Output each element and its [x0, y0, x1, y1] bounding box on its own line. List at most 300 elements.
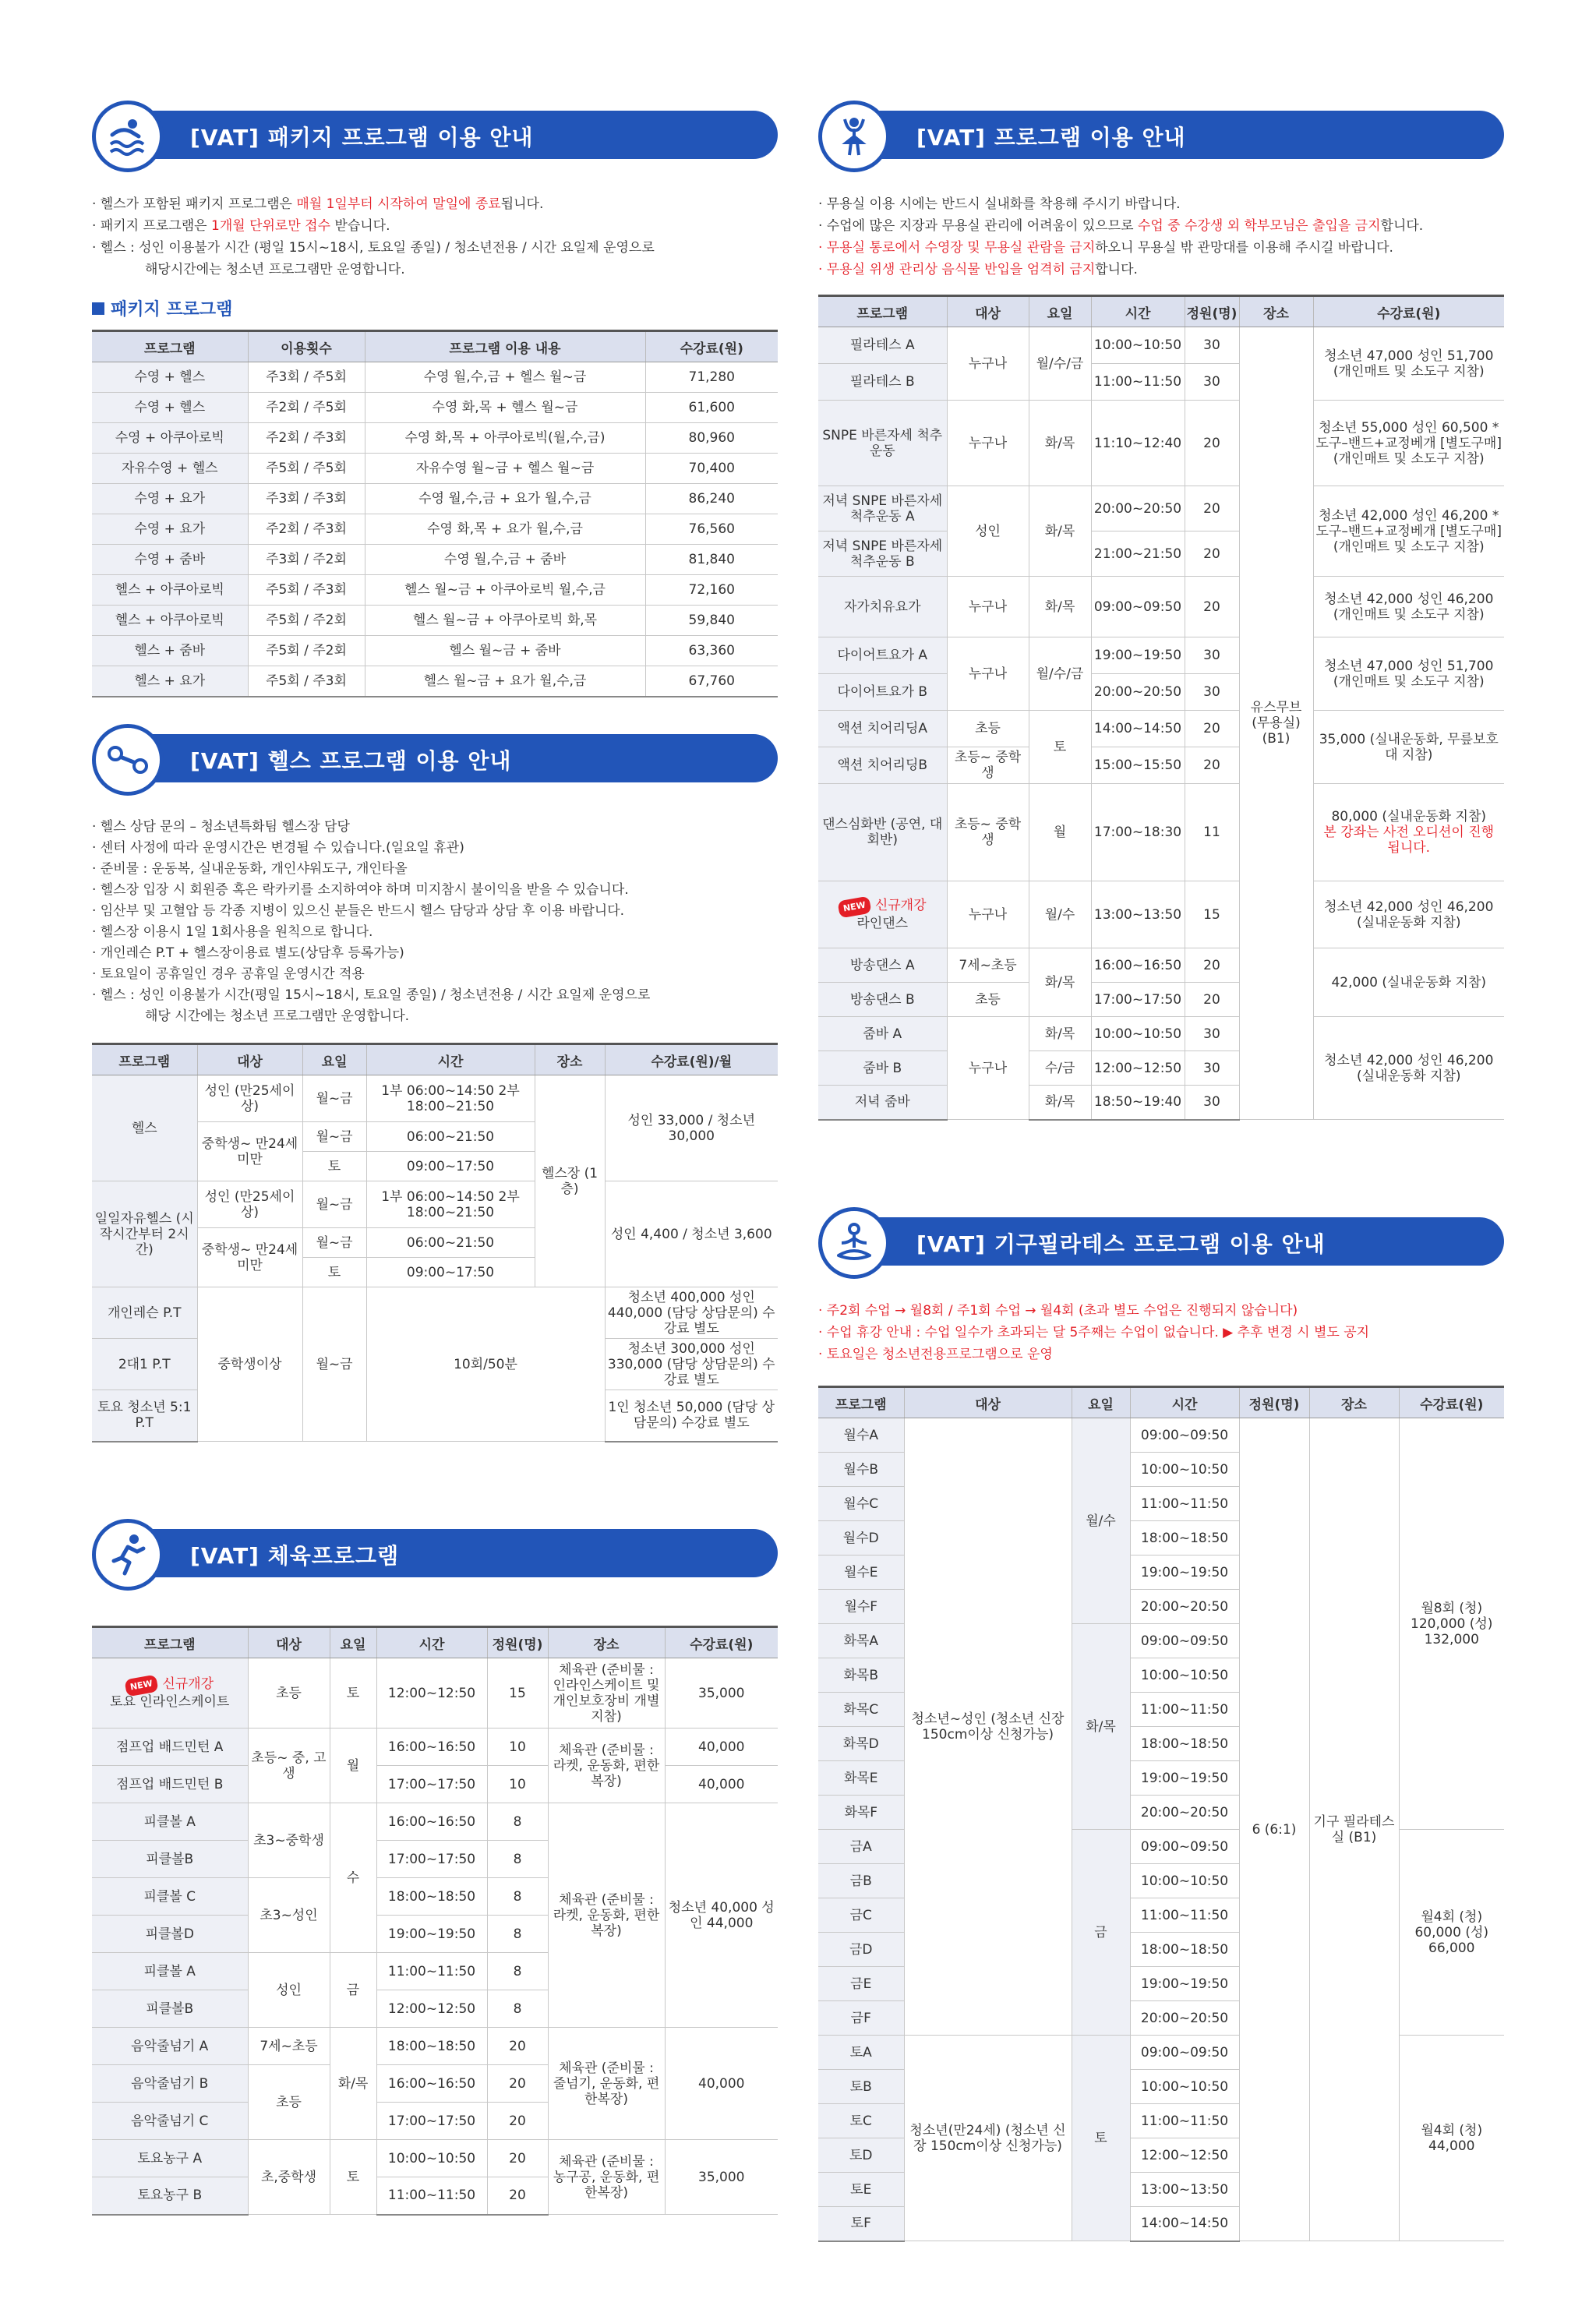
- health-notes: [92, 817, 778, 1027]
- table-cell: 음악줄넘기 B: [92, 2065, 248, 2103]
- table-cell: 누구나: [947, 401, 1029, 486]
- column-header: 이용횟수: [248, 331, 365, 362]
- new-badge: NEW: [125, 1675, 159, 1697]
- table-cell: 주2회 / 주5회: [248, 393, 365, 423]
- note-text: · 헬스 : 성인 이용불가 시간 (평일 15시~18시, 토요일 종일) / 청소년전용 / 시간 요일제 운영으로: [92, 240, 655, 256]
- column-header: 정원(명): [1239, 1387, 1309, 1418]
- table-cell: 주5회 / 주2회: [248, 606, 365, 636]
- table-cell: [92, 1658, 248, 1729]
- table-cell: 17:00~17:50: [376, 1766, 487, 1803]
- table-cell: 14:00~14:50: [1130, 2207, 1239, 2241]
- package-notes: [92, 193, 778, 281]
- table-cell: 청소년 55,000 성인 60,500 *도구–밴드+교정베개 [별도구매] (개인매트 및 소도구 지참): [1313, 401, 1504, 486]
- table-cell: 월/수/금: [1029, 637, 1091, 711]
- table-cell: 20:00~20:50: [1130, 1590, 1239, 1624]
- table-cell: 수영 월,수,금 + 줌바: [365, 545, 645, 575]
- table-cell: 11:00~11:50: [1130, 1487, 1239, 1521]
- dancer-icon: [818, 101, 890, 172]
- table-cell: 토: [302, 1258, 366, 1287]
- table-cell: 월~금: [302, 1287, 366, 1442]
- table-cell: 화/목: [330, 2028, 376, 2140]
- section-title: [VAT] 기구필라테스 프로그램 이용 안내: [916, 1231, 1326, 1257]
- table-cell: 10:00~10:50: [1130, 2070, 1239, 2104]
- table-cell: 20: [1185, 747, 1239, 784]
- table-cell: 초등~ 중, 고생: [248, 1729, 330, 1803]
- table-cell: 6 (6:1): [1239, 1418, 1309, 2241]
- column-header: 수강료(원): [1399, 1387, 1504, 1418]
- column-header: 요일: [1072, 1387, 1130, 1418]
- table-cell: 금A: [818, 1830, 904, 1864]
- note-text: 해당 시간에는 청소년 프로그램만 운영합니다.: [145, 1008, 410, 1024]
- new-label: 신규개강: [874, 898, 927, 913]
- table-cell: 토: [1029, 711, 1091, 784]
- table-cell: 체육관 (준비물 : 농구공, 운동화, 편한복장): [548, 2140, 665, 2215]
- table-cell: 61,600: [645, 393, 778, 423]
- table-cell: 10:00~10:50: [1091, 1017, 1185, 1051]
- table-cell: 성인: [248, 1953, 330, 2028]
- note-text: 됩니다.: [500, 196, 544, 212]
- table-cell: 86,240: [645, 484, 778, 514]
- table-cell: 개인레슨 P.T: [92, 1287, 197, 1339]
- note-text: 합니다.: [1095, 262, 1138, 277]
- table-row: [92, 545, 778, 575]
- table-cell: 헬스 + 요가: [92, 666, 248, 697]
- table-row: [92, 362, 778, 393]
- table-cell: 자유수영 월~금 + 헬스 월~금: [365, 454, 645, 484]
- column-header: 시간: [366, 1044, 535, 1075]
- table-cell: 청소년 300,000 성인 330,000 (담당 상담문의) 수강료 별도: [605, 1339, 778, 1390]
- table-cell: 1인 청소년 50,000 (담당 상담문의) 수강료 별도: [605, 1390, 778, 1442]
- table-cell: 월4회 (청) 44,000: [1399, 2036, 1504, 2241]
- table-cell: 화/목: [1029, 948, 1091, 1017]
- table-cell: 20:00~20:50: [1130, 1796, 1239, 1830]
- table-cell: 20:00~20:50: [1091, 486, 1185, 531]
- table-cell: 10: [487, 1766, 548, 1803]
- table-cell: 기구 필라테스실 (B1): [1309, 1418, 1399, 2241]
- health-section: [92, 725, 778, 1442]
- table-cell: 점프업 배드민턴 B: [92, 1766, 248, 1803]
- column-header: 대상: [947, 296, 1029, 327]
- package-subheading: [92, 296, 778, 320]
- table-cell: 월~금: [302, 1075, 366, 1122]
- table-cell: 11:00~11:50: [1130, 2104, 1239, 2138]
- table-cell: 저녁 줌바: [818, 1086, 947, 1120]
- fee-text: 80,000 (실내운동화 지참): [1331, 809, 1486, 825]
- table-cell: SNPE 바른자세 척추운동: [818, 401, 947, 486]
- table-cell: 12:00~12:50: [1130, 2138, 1239, 2173]
- table-cell: 19:00~19:50: [1091, 637, 1185, 674]
- note-text: · 수업 휴강 안내 : 수업 일수가 초과되는 달 5주째는 수업이 없습니다. ▶ 추후 변경 시 별도 공지: [818, 1325, 1370, 1340]
- table-cell: 초등: [947, 983, 1029, 1017]
- table-cell: 19:00~19:50: [1130, 1967, 1239, 2001]
- table-cell: 피클볼 C: [92, 1878, 248, 1916]
- table-cell: 다이어트요가 A: [818, 637, 947, 674]
- table-cell: 수영 + 요가: [92, 514, 248, 545]
- table-cell: 월수F: [818, 1590, 904, 1624]
- program-name: 라인댄스: [856, 916, 909, 931]
- table-cell: 점프업 배드민턴 A: [92, 1729, 248, 1766]
- table-cell: 8: [487, 1953, 548, 1990]
- table-cell: 수: [330, 1803, 376, 1953]
- table-cell: 09:00~17:50: [366, 1258, 535, 1287]
- table-cell: 09:00~09:50: [1130, 2036, 1239, 2070]
- table-cell: 30: [1185, 327, 1239, 364]
- table-cell: 11: [1185, 784, 1239, 881]
- table-cell: 청소년 42,000 성인 46,200 (실내운동화 지참): [1313, 881, 1504, 948]
- table-cell: 토: [330, 2140, 376, 2215]
- table-cell: 월/수: [1029, 881, 1091, 948]
- table-cell: 토요 청소년 5:1 P.T: [92, 1390, 197, 1442]
- table-cell: 71,280: [645, 362, 778, 393]
- table-cell: 중학생이상: [197, 1287, 302, 1442]
- table-cell: 40,000: [665, 2028, 778, 2140]
- note-text: · 패키지 프로그램은: [92, 218, 211, 234]
- table-row: [92, 575, 778, 606]
- table-cell: 15: [1185, 881, 1239, 948]
- table-cell: 화/목: [1029, 1086, 1091, 1120]
- table-cell: 체육관 (준비물 : 줄넘기, 운동화, 편한복장): [548, 2028, 665, 2140]
- table-cell: 화/목: [1029, 1017, 1091, 1051]
- table-cell: 토E: [818, 2173, 904, 2207]
- pilates-notes: [818, 1300, 1504, 1365]
- table-cell: 누구나: [947, 1017, 1029, 1120]
- table-cell: 헬스 + 아쿠아로빅: [92, 575, 248, 606]
- note-text: 합니다.: [1380, 218, 1424, 234]
- column-header: 장소: [535, 1044, 605, 1075]
- table-cell: 금B: [818, 1864, 904, 1898]
- table-cell: 주2회 / 주3회: [248, 514, 365, 545]
- table-cell: 피클볼B: [92, 1990, 248, 2028]
- table-cell: 18:00~18:50: [376, 1878, 487, 1916]
- note-text: · 토요일이 공휴일인 경우 공휴일 운영시간 적용: [92, 966, 365, 982]
- table-cell: 수영 + 요가: [92, 484, 248, 514]
- note-text: · 임산부 및 고혈압 등 각종 지병이 있으신 분들은 반드시 헬스 담당과 상담 후 이용 바랍니다.: [92, 903, 625, 919]
- table-cell: 피클볼B: [92, 1841, 248, 1878]
- table-cell: 20: [1185, 711, 1239, 747]
- table-cell: 방송댄스 A: [818, 948, 947, 983]
- table-cell: 20: [1185, 486, 1239, 531]
- table-cell: 09:00~09:50: [1130, 1830, 1239, 1864]
- table-cell: 누구나: [947, 881, 1029, 948]
- table-cell: 월~금: [302, 1228, 366, 1258]
- note-text: · 주2회 수업 → 월8회 / 주1회 수업 → 월4회 (초과 별도 수업은 진행되지 않습니다): [818, 1303, 1298, 1319]
- table-cell: 월수D: [818, 1521, 904, 1555]
- table-cell: 11:10~12:40: [1091, 401, 1185, 486]
- note-highlight: · 무용실 위생 관리상 음식물 반입을 엄격히 금지: [818, 262, 1096, 277]
- column-header: 요일: [330, 1627, 376, 1658]
- table-cell: 음악줄넘기 A: [92, 2028, 248, 2065]
- table-cell: 청소년 42,000 성인 46,200 (실내운동화 지참): [1313, 1017, 1504, 1120]
- table-cell: 초,중학생: [248, 2140, 330, 2215]
- table-cell: 체육관 (준비물 : 라켓, 운동화, 편한복장): [548, 1729, 665, 1803]
- table-cell: 화/목: [1029, 577, 1091, 637]
- column-header: 시간: [1091, 296, 1185, 327]
- table-cell: 09:00~09:50: [1130, 1418, 1239, 1453]
- column-header: 프로그램: [92, 1627, 248, 1658]
- column-header: 시간: [376, 1627, 487, 1658]
- table-cell: 20: [1185, 983, 1239, 1017]
- dance-section: [818, 101, 1504, 1121]
- table-cell: 헬스 월~금 + 줌바: [365, 636, 645, 666]
- section-title: [VAT] 체육프로그램: [190, 1543, 399, 1569]
- table-cell: 초등~ 중학생: [947, 747, 1029, 784]
- table-cell: 청소년 47,000 성인 51,700 (개인매트 및 소도구 지참): [1313, 327, 1504, 401]
- table-cell: 피클볼 A: [92, 1803, 248, 1841]
- column-header: 시간: [1130, 1387, 1239, 1418]
- table-cell: 20: [1185, 531, 1239, 577]
- fee-warning: 본 강좌는 사전 오디션이 진행 됩니다.: [1323, 825, 1495, 856]
- table-cell: 16:00~16:50: [1091, 948, 1185, 983]
- table-cell: 토: [302, 1152, 366, 1181]
- table-cell: 11:00~11:50: [1130, 1693, 1239, 1727]
- section-title: [VAT] 프로그램 이용 안내: [916, 125, 1186, 150]
- table-cell: 20: [487, 2103, 548, 2140]
- table-cell: 40,000: [665, 1766, 778, 1803]
- note-text: · 무용실 이용 시에는 반드시 실내화를 착용해 주시기 바랍니다.: [818, 196, 1181, 212]
- table-cell: 월수E: [818, 1555, 904, 1590]
- table-row: [92, 606, 778, 636]
- table-cell: 토: [330, 1658, 376, 1729]
- sport-section: [92, 1520, 778, 2216]
- table-cell: 30: [1185, 1051, 1239, 1086]
- note-text: · 준비물 : 운동복, 실내운동화, 개인샤워도구, 개인타올: [92, 861, 408, 877]
- table-cell: 헬스 + 줌바: [92, 636, 248, 666]
- table-row: [92, 423, 778, 454]
- table-cell: 17:00~17:50: [1091, 983, 1185, 1017]
- column-header: 요일: [302, 1044, 366, 1075]
- column-header: 프로그램: [818, 296, 947, 327]
- sport-header: [92, 1520, 778, 1590]
- dance-table: [818, 295, 1504, 1121]
- table-cell: 액션 치어리딩A: [818, 711, 947, 747]
- health-table: [92, 1043, 778, 1442]
- table-cell: 다이어트요가 B: [818, 674, 947, 711]
- column-header: 수강료(원): [645, 331, 778, 362]
- table-cell: 화/목: [1029, 401, 1091, 486]
- table-cell: [1313, 784, 1504, 881]
- column-header: 프로그램: [818, 1387, 904, 1418]
- table-cell: 수영 + 헬스: [92, 362, 248, 393]
- table-cell: 30: [1185, 364, 1239, 401]
- table-cell: 21:00~21:50: [1091, 531, 1185, 577]
- table-cell: 유스무브 (무용실) (B1): [1239, 327, 1313, 1120]
- table-cell: 20: [487, 2140, 548, 2177]
- table-cell: 수영 화,목 + 아쿠아로빅(월,수,금): [365, 423, 645, 454]
- new-badge: NEW: [837, 896, 871, 919]
- table-cell: 월/수/금: [1029, 327, 1091, 401]
- note-highlight: 1개월 단위로만 접수: [211, 218, 330, 234]
- column-header: 수강료(원): [1313, 296, 1504, 327]
- table-cell: 월~금: [302, 1122, 366, 1152]
- package-table: [92, 330, 778, 697]
- table-cell: 토A: [818, 2036, 904, 2070]
- table-row: [92, 514, 778, 545]
- column-header: 장소: [1309, 1387, 1399, 1418]
- table-cell: 8: [487, 1878, 548, 1916]
- table-cell: 76,560: [645, 514, 778, 545]
- table-cell: 초등: [248, 2065, 330, 2140]
- table-cell: 17:00~17:50: [376, 2103, 487, 2140]
- note-text: 해당시간에는 청소년 프로그램만 운영합니다.: [145, 262, 405, 277]
- pilates-header: [818, 1208, 1504, 1278]
- table-cell: 월8회 (청) 120,000 (성) 132,000: [1399, 1418, 1504, 1830]
- table-cell: 음악줄넘기 C: [92, 2103, 248, 2140]
- table-cell: 월~금: [302, 1181, 366, 1228]
- table-cell: 누구나: [947, 577, 1029, 637]
- table-cell: 8: [487, 1841, 548, 1878]
- table-cell: 수영 월,수,금 + 헬스 월~금: [365, 362, 645, 393]
- table-cell: 18:00~18:50: [376, 2028, 487, 2065]
- table-cell: 20:00~20:50: [1130, 2001, 1239, 2036]
- table-cell: 청소년 47,000 성인 51,700 (개인매트 및 소도구 지참): [1313, 637, 1504, 711]
- table-cell: 7세~초등: [947, 948, 1029, 983]
- table-cell: 주5회 / 주3회: [248, 575, 365, 606]
- note-highlight: 수업 중 수강생 외 학부모님은 출입을 금지: [1137, 218, 1381, 234]
- table-cell: 수영 + 줌바: [92, 545, 248, 575]
- table-cell: 1부 06:00~14:50 2부 18:00~21:50: [366, 1181, 535, 1228]
- table-cell: 16:00~16:50: [376, 1729, 487, 1766]
- table-cell: 헬스: [92, 1075, 197, 1181]
- table-cell: 줌바 A: [818, 1017, 947, 1051]
- column-header: 장소: [1239, 296, 1313, 327]
- table-cell: 토요농구 A: [92, 2140, 248, 2177]
- table-cell: 09:00~17:50: [366, 1152, 535, 1181]
- table-cell: 청소년 40,000 성인 44,000: [665, 1803, 778, 2028]
- table-cell: 20: [487, 2028, 548, 2065]
- table-cell: 피클볼D: [92, 1916, 248, 1953]
- column-header: 수강료(원): [665, 1627, 778, 1658]
- table-cell: 화목C: [818, 1693, 904, 1727]
- column-header: 프로그램: [92, 1044, 197, 1075]
- table-cell: 1부 06:00~14:50 2부 18:00~21:50: [366, 1075, 535, 1122]
- health-header: [92, 725, 778, 795]
- meditation-icon: [818, 1207, 890, 1279]
- column-header: 프로그램: [92, 331, 248, 362]
- table-cell: 10:00~10:50: [1130, 1453, 1239, 1487]
- table-cell: 15: [487, 1658, 548, 1729]
- note-text: · 헬스장 입장 시 회원증 혹은 락카키를 소지하여야 하며 미지참시 불이익을 받을 수 있습니다.: [92, 882, 629, 898]
- table-cell: 35,000: [665, 2140, 778, 2215]
- table-cell: 주3회 / 주5회: [248, 362, 365, 393]
- table-cell: 자유수영 + 헬스: [92, 454, 248, 484]
- table-cell: 67,760: [645, 666, 778, 697]
- table-cell: 70,400: [645, 454, 778, 484]
- table-cell: 토F: [818, 2207, 904, 2241]
- table-cell: 13:00~13:50: [1091, 881, 1185, 948]
- table-cell: 헬스장 (1층): [535, 1075, 605, 1287]
- column-header: 대상: [904, 1387, 1072, 1418]
- table-cell: 피클볼 A: [92, 1953, 248, 1990]
- table-cell: 월수C: [818, 1487, 904, 1521]
- table-cell: 수영 화,목 + 헬스 월~금: [365, 393, 645, 423]
- table-cell: 자가치유요가: [818, 577, 947, 637]
- note-highlight: 매월 1일부터 시작하여 말일에 종료: [296, 196, 501, 212]
- runner-icon: [92, 1519, 164, 1591]
- table-cell: 10:00~10:50: [1130, 1658, 1239, 1693]
- table-cell: 06:00~21:50: [366, 1228, 535, 1258]
- table-cell: 월: [1029, 784, 1091, 881]
- column-header: 대상: [248, 1627, 330, 1658]
- table-row: [92, 666, 778, 697]
- table-cell: 11:00~11:50: [376, 2177, 487, 2215]
- table-cell: 중학생~ 만24세미만: [197, 1228, 302, 1287]
- table-cell: 청소년 400,000 성인 440,000 (담당 상담문의) 수강료 별도: [605, 1287, 778, 1339]
- table-cell: 20: [1185, 948, 1239, 983]
- table-cell: 금: [1072, 1830, 1130, 2036]
- table-cell: 체육관 (준비물 : 라켓, 운동화, 편한복장): [548, 1803, 665, 2028]
- table-cell: 19:00~19:50: [1130, 1761, 1239, 1796]
- table-row: [92, 636, 778, 666]
- subheading-text: 패키지 프로그램: [111, 300, 233, 320]
- table-cell: 저녁 SNPE 바른자세 척추운동 B: [818, 531, 947, 577]
- table-cell: 30: [1185, 1086, 1239, 1120]
- table-cell: 06:00~21:50: [366, 1122, 535, 1152]
- table-cell: 초등: [248, 1658, 330, 1729]
- table-cell: 8: [487, 1916, 548, 1953]
- table-row: [92, 393, 778, 423]
- section-title: [VAT] 헬스 프로그램 이용 안내: [190, 748, 512, 774]
- table-cell: 금F: [818, 2001, 904, 2036]
- table-cell: 청소년~성인 (청소년 신장 150cm이상 신청가능): [904, 1418, 1072, 2036]
- note-text: · 개인레슨 P.T + 헬스장이용료 별도(상담후 등록가능): [92, 945, 404, 961]
- table-cell: 63,360: [645, 636, 778, 666]
- table-cell: 18:00~18:50: [1130, 1933, 1239, 1967]
- table-cell: 초등: [947, 711, 1029, 747]
- table-cell: 일일자유헬스 (시작시간부터 2시간): [92, 1181, 197, 1287]
- table-cell: 30: [1185, 674, 1239, 711]
- table-cell: 필라테스 B: [818, 364, 947, 401]
- table-cell: 청소년 42,000 성인 46,200 *도구–밴드+교정베개 [별도구매] (개인매트 및 소도구 지참): [1313, 486, 1504, 577]
- table-cell: 월4회 (청) 60,000 (성) 66,000: [1399, 1830, 1504, 2036]
- table-cell: 수영 + 헬스: [92, 393, 248, 423]
- note-text: · 헬스장 이용시 1일 1회사용을 원칙으로 합니다.: [92, 924, 373, 940]
- sport-table: [92, 1626, 778, 2216]
- table-cell: 화목D: [818, 1727, 904, 1761]
- column-header: 장소: [548, 1627, 665, 1658]
- table-cell: 금: [330, 1953, 376, 2028]
- table-cell: 10회/50분: [366, 1287, 605, 1442]
- table-cell: 주2회 / 주3회: [248, 423, 365, 454]
- table-cell: 수영 월,수,금 + 요가 월,수,금: [365, 484, 645, 514]
- column-header: 정원(명): [487, 1627, 548, 1658]
- table-cell: 80,960: [645, 423, 778, 454]
- table-cell: 화/목: [1029, 486, 1091, 577]
- table-cell: 주5회 / 주2회: [248, 636, 365, 666]
- table-row: [92, 484, 778, 514]
- table-cell: 방송댄스 B: [818, 983, 947, 1017]
- table-cell: 저녁 SNPE 바른자세 척추운동 A: [818, 486, 947, 531]
- table-cell: 체육관 (준비물 : 인라인스케이트 및 개인보호장비 개별지참): [548, 1658, 665, 1729]
- table-cell: 금D: [818, 1933, 904, 1967]
- table-row: [818, 2036, 1504, 2070]
- table-cell: 헬스 월~금 + 요가 월,수,금: [365, 666, 645, 697]
- table-cell: 40,000: [665, 1729, 778, 1766]
- note-text: · 헬스 상담 문의 – 청소년특화팀 헬스장 담당: [92, 819, 350, 835]
- note-text: 하오니 무용실 밖 관망대를 이용해 주시길 바랍니다.: [1095, 240, 1393, 256]
- table-cell: 11:00~11:50: [1091, 364, 1185, 401]
- table-cell: 20:00~20:50: [1091, 674, 1185, 711]
- table-cell: 화목E: [818, 1761, 904, 1796]
- program-name: 토요 인라인스케이트: [110, 1694, 230, 1710]
- column-header: 대상: [197, 1044, 302, 1075]
- dance-notes: [818, 193, 1504, 281]
- table-cell: 72,160: [645, 575, 778, 606]
- table-cell: 16:00~16:50: [376, 2065, 487, 2103]
- table-cell: 7세~초등: [248, 2028, 330, 2065]
- table-cell: 청소년(만24세) (청소년 신장 150cm이상 신청가능): [904, 2036, 1072, 2241]
- table-cell: 주5회 / 주3회: [248, 666, 365, 697]
- table-cell: 16:00~16:50: [376, 1803, 487, 1841]
